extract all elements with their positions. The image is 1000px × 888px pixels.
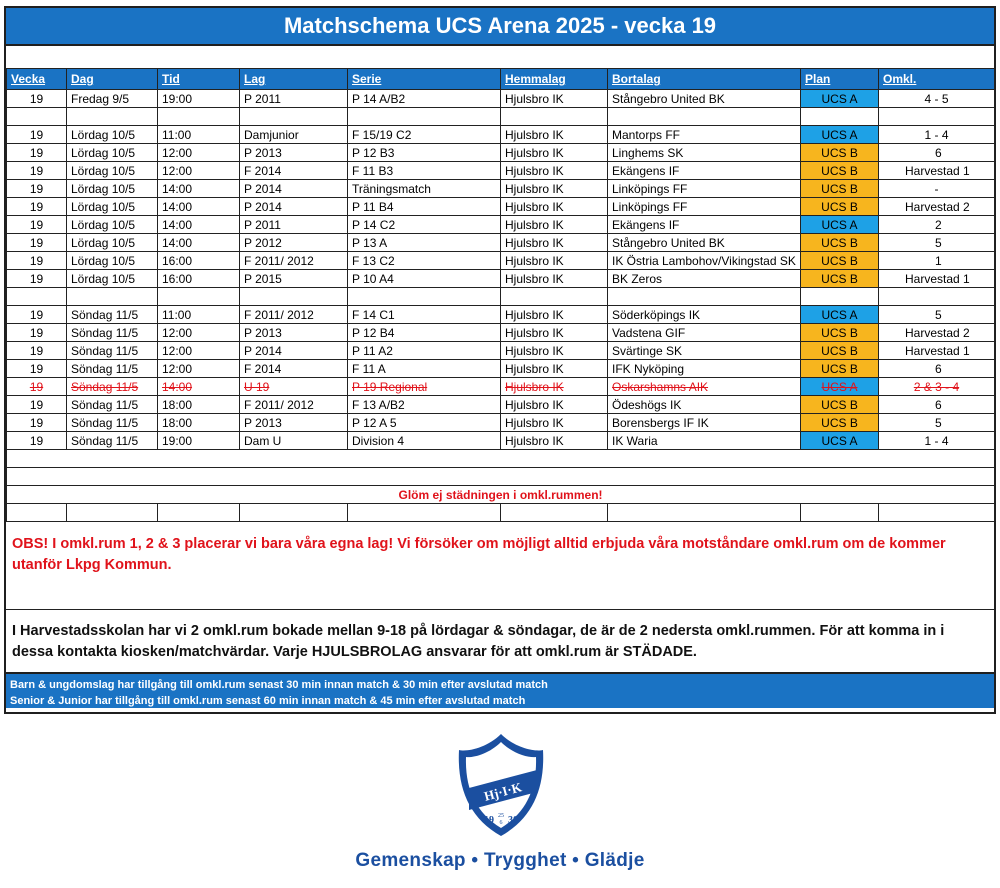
cell-tid: 18:00 xyxy=(158,396,240,414)
cell-hemma: Hjulsbro IK xyxy=(501,180,608,198)
cell-hemma: Hjulsbro IK xyxy=(501,360,608,378)
empty-cell xyxy=(608,108,801,126)
obs-notice: OBS! I omkl.rum 1, 2 & 3 placerar vi bara våra egna lag! Vi försöker om möjligt alltid erbjuda våra motståndare omkl.rum om de kommer utanför Lkpg Kommun. xyxy=(6,522,994,610)
cell-omkl: - xyxy=(879,180,995,198)
cell-borta: Linköpings FF xyxy=(608,198,801,216)
cell-hemma: Hjulsbro IK xyxy=(501,378,608,396)
match-row xyxy=(7,360,995,378)
cell-tid: 19:00 xyxy=(158,432,240,450)
cell-lag: P 2013 xyxy=(240,324,348,342)
empty-cell xyxy=(67,288,158,306)
cell-tid: 12:00 xyxy=(158,162,240,180)
cell-hemma: Hjulsbro IK xyxy=(501,414,608,432)
match-row xyxy=(7,198,995,216)
cell-dag: Lördag 10/5 xyxy=(67,180,158,198)
cell-plan: UCS A xyxy=(801,126,879,144)
cell-dag: Lördag 10/5 xyxy=(67,270,158,288)
cell-borta: Oskarshamns AIK xyxy=(608,378,801,396)
col-header-omkl[interactable]: Omkl. xyxy=(879,69,995,90)
logo-year-a: 19 xyxy=(484,815,494,826)
cleaning-notice: Glöm ej städningen i omkl.rummen! xyxy=(7,486,995,504)
cell-vecka: 19 xyxy=(7,216,67,234)
empty-row xyxy=(7,468,995,486)
cell-serie: P 13 A xyxy=(348,234,501,252)
cell-lag: P 2013 xyxy=(240,144,348,162)
cell-omkl: 6 xyxy=(879,360,995,378)
cell-omkl: 6 xyxy=(879,396,995,414)
cell-serie: P 19 Regional xyxy=(348,378,501,396)
cell-lag: P 2015 xyxy=(240,270,348,288)
match-row xyxy=(7,180,995,198)
cell-vecka: 19 xyxy=(7,396,67,414)
empty-cell xyxy=(501,108,608,126)
cell-plan: UCS B xyxy=(801,198,879,216)
cell-borta: Stångebro United BK xyxy=(608,234,801,252)
cell-omkl: 5 xyxy=(879,306,995,324)
logo-year-b: 30 xyxy=(508,815,518,826)
cell-serie: P 12 B4 xyxy=(348,324,501,342)
cell-lag: F 2014 xyxy=(240,360,348,378)
cell-dag: Lördag 10/5 xyxy=(67,126,158,144)
cell-omkl: 1 - 4 xyxy=(879,432,995,450)
cell-lag: P 2012 xyxy=(240,234,348,252)
empty-row xyxy=(7,108,995,126)
cell-dag: Söndag 11/5 xyxy=(67,360,158,378)
match-row xyxy=(7,126,995,144)
col-header-serie[interactable]: Serie xyxy=(348,69,501,90)
cell-serie: P 12 B3 xyxy=(348,144,501,162)
cell-dag: Söndag 11/5 xyxy=(67,342,158,360)
empty-cell xyxy=(348,288,501,306)
cell-plan: UCS B xyxy=(801,144,879,162)
cell-lag: Damjunior xyxy=(240,126,348,144)
cell-hemma: Hjulsbro IK xyxy=(501,126,608,144)
empty-cell xyxy=(7,288,67,306)
match-row xyxy=(7,252,995,270)
cell-hemma: Hjulsbro IK xyxy=(501,324,608,342)
cell-hemma: Hjulsbro IK xyxy=(501,90,608,108)
cell-vecka: 19 xyxy=(7,198,67,216)
cell-dag: Lördag 10/5 xyxy=(67,252,158,270)
col-header-lag[interactable]: Lag xyxy=(240,69,348,90)
cell-lag: P 2014 xyxy=(240,180,348,198)
cell-vecka: 19 xyxy=(7,360,67,378)
schedule-body xyxy=(7,90,995,450)
cell-tid: 18:00 xyxy=(158,414,240,432)
cell-lag: P 2011 xyxy=(240,90,348,108)
access-rule-youth: Barn & ungdomslag har tillgång till omkl.rum senast 30 min innan match & 30 min efter avslutad match xyxy=(10,679,548,691)
col-header-hemmalag[interactable]: Hemmalag xyxy=(501,69,608,90)
cell-plan: UCS A xyxy=(801,306,879,324)
cell-hemma: Hjulsbro IK xyxy=(501,306,608,324)
cell-hemma: Hjulsbro IK xyxy=(501,198,608,216)
cell-vecka: 19 xyxy=(7,144,67,162)
cell-borta: Vadstena GIF xyxy=(608,324,801,342)
cell-dag: Fredag 9/5 xyxy=(67,90,158,108)
match-row xyxy=(7,306,995,324)
cell-omkl: 5 xyxy=(879,234,995,252)
cell-tid: 14:00 xyxy=(158,180,240,198)
access-rules-footer xyxy=(6,672,994,708)
cell-vecka: 19 xyxy=(7,126,67,144)
cell-serie: F 13 C2 xyxy=(348,252,501,270)
empty-cell xyxy=(7,108,67,126)
cell-omkl: Harvestad 1 xyxy=(879,270,995,288)
cell-lag: P 2011 xyxy=(240,216,348,234)
cell-plan: UCS A xyxy=(801,216,879,234)
cell-serie: F 11 A xyxy=(348,360,501,378)
empty-cell xyxy=(801,108,879,126)
cell-plan: UCS B xyxy=(801,252,879,270)
cell-lag: F 2011/ 2012 xyxy=(240,306,348,324)
empty-cell xyxy=(501,288,608,306)
cell-vecka: 19 xyxy=(7,414,67,432)
cell-serie: Träningsmatch xyxy=(348,180,501,198)
match-row xyxy=(7,234,995,252)
header-row xyxy=(7,69,995,90)
spacer xyxy=(6,46,994,68)
cell-borta: BK Zeros xyxy=(608,270,801,288)
empty-cell xyxy=(608,288,801,306)
cell-omkl: 5 xyxy=(879,414,995,432)
empty-cell xyxy=(348,108,501,126)
empty-cell xyxy=(879,108,995,126)
cell-omkl: Harvestad 1 xyxy=(879,342,995,360)
cell-plan: UCS B xyxy=(801,414,879,432)
cell-borta: Linghems SK xyxy=(608,144,801,162)
cell-serie: P 14 C2 xyxy=(348,216,501,234)
cell-tid: 12:00 xyxy=(158,360,240,378)
cell-vecka: 19 xyxy=(7,234,67,252)
cell-lag: F 2011/ 2012 xyxy=(240,252,348,270)
cell-tid: 14:00 xyxy=(158,378,240,396)
cell-hemma: Hjulsbro IK xyxy=(501,144,608,162)
cell-vecka: 19 xyxy=(7,432,67,450)
empty-cell xyxy=(240,288,348,306)
cell-hemma: Hjulsbro IK xyxy=(501,342,608,360)
cell-plan: UCS B xyxy=(801,324,879,342)
cell-omkl: Harvestad 2 xyxy=(879,198,995,216)
col-header-plan[interactable]: Plan xyxy=(801,69,879,90)
cell-borta: Ekängens IF xyxy=(608,162,801,180)
schedule-table xyxy=(6,68,995,522)
cell-serie: Division 4 xyxy=(348,432,501,450)
cell-omkl: 6 xyxy=(879,144,995,162)
cell-borta: Svärtinge SK xyxy=(608,342,801,360)
cell-omkl: 2 & 3 - 4 xyxy=(879,378,995,396)
col-header-bortalag[interactable]: Bortalag xyxy=(608,69,801,90)
cell-hemma: Hjulsbro IK xyxy=(501,234,608,252)
cell-borta: Borensbergs IF IK xyxy=(608,414,801,432)
cell-serie: P 14 A/B2 xyxy=(348,90,501,108)
logo-date-top: 25 xyxy=(498,813,504,819)
cell-lag: F 2014 xyxy=(240,162,348,180)
cell-hemma: Hjulsbro IK xyxy=(501,396,608,414)
cell-dag: Lördag 10/5 xyxy=(67,234,158,252)
cell-plan: UCS B xyxy=(801,162,879,180)
cell-hemma: Hjulsbro IK xyxy=(501,162,608,180)
cell-dag: Lördag 10/5 xyxy=(67,216,158,234)
cell-vecka: 19 xyxy=(7,90,67,108)
logo-letters: Hj·I·K xyxy=(482,779,524,804)
cell-vecka: 19 xyxy=(7,270,67,288)
cell-borta: Ekängens IF xyxy=(608,216,801,234)
cell-lag: U 19 xyxy=(240,378,348,396)
cell-tid: 12:00 xyxy=(158,144,240,162)
cell-lag: F 2011/ 2012 xyxy=(240,396,348,414)
cell-borta: IK Waria xyxy=(608,432,801,450)
cell-omkl: 2 xyxy=(879,216,995,234)
cell-tid: 14:00 xyxy=(158,234,240,252)
cell-dag: Söndag 11/5 xyxy=(67,414,158,432)
col-header-vecka[interactable]: Vecka xyxy=(7,69,67,90)
cell-hemma: Hjulsbro IK xyxy=(501,270,608,288)
cell-serie: F 11 B3 xyxy=(348,162,501,180)
cell-dag: Söndag 11/5 xyxy=(67,396,158,414)
cell-plan: UCS B xyxy=(801,342,879,360)
cell-dag: Söndag 11/5 xyxy=(67,378,158,396)
cell-serie: F 15/19 C2 xyxy=(348,126,501,144)
cell-hemma: Hjulsbro IK xyxy=(501,216,608,234)
cell-borta: Söderköpings IK xyxy=(608,306,801,324)
match-row xyxy=(7,432,995,450)
cell-tid: 16:00 xyxy=(158,270,240,288)
empty-row xyxy=(7,288,995,306)
match-row xyxy=(7,342,995,360)
cell-dag: Lördag 10/5 xyxy=(67,162,158,180)
cell-omkl: 1 - 4 xyxy=(879,126,995,144)
cell-tid: 11:00 xyxy=(158,306,240,324)
cell-omkl: Harvestad 1 xyxy=(879,162,995,180)
logo-date-bottom: 6 xyxy=(499,820,503,826)
col-header-dag[interactable]: Dag xyxy=(67,69,158,90)
cell-plan: UCS B xyxy=(801,360,879,378)
cell-lag: P 2014 xyxy=(240,342,348,360)
cell-serie: P 10 A4 xyxy=(348,270,501,288)
cell-serie: F 14 C1 xyxy=(348,306,501,324)
match-row xyxy=(7,324,995,342)
cleaning-row xyxy=(7,486,995,504)
empty-cell xyxy=(67,108,158,126)
cell-tid: 12:00 xyxy=(158,324,240,342)
notes-body xyxy=(7,450,995,522)
cell-tid: 16:00 xyxy=(158,252,240,270)
cell-plan: UCS B xyxy=(801,270,879,288)
match-row xyxy=(7,396,995,414)
cell-omkl: 4 - 5 xyxy=(879,90,995,108)
page-title: Matchschema UCS Arena 2025 - vecka 19 xyxy=(6,8,994,46)
match-row xyxy=(7,144,995,162)
cell-dag: Söndag 11/5 xyxy=(67,432,158,450)
cell-plan: UCS A xyxy=(801,378,879,396)
match-row xyxy=(7,270,995,288)
cell-vecka: 19 xyxy=(7,306,67,324)
cell-omkl: 1 xyxy=(879,252,995,270)
col-header-tid[interactable]: Tid xyxy=(158,69,240,90)
cell-lag: P 2014 xyxy=(240,198,348,216)
cell-plan: UCS A xyxy=(801,90,879,108)
cell-vecka: 19 xyxy=(7,378,67,396)
cell-borta: Stångebro United BK xyxy=(608,90,801,108)
cell-borta: Ödeshögs IK xyxy=(608,396,801,414)
club-logo xyxy=(455,730,547,840)
cell-tid: 11:00 xyxy=(158,126,240,144)
cell-serie: P 12 A 5 xyxy=(348,414,501,432)
harvestad-notice: I Harvestadsskolan har vi 2 omkl.rum bokade mellan 9-18 på lördagar & söndagar, de är de 2 nedersta omkl.rummen. För att komma in i dessa kontakta kiosken/matchvärdar. Varje HJULSBROLAG ansvarar för att omkl.rum är STÄDADE. xyxy=(12,623,945,660)
empty-cell xyxy=(801,288,879,306)
cell-vecka: 19 xyxy=(7,324,67,342)
cell-vecka: 19 xyxy=(7,162,67,180)
cell-dag: Lördag 10/5 xyxy=(67,144,158,162)
empty-row xyxy=(7,504,995,522)
cell-plan: UCS B xyxy=(801,396,879,414)
cell-tid: 14:00 xyxy=(158,198,240,216)
cell-lag: Dam U xyxy=(240,432,348,450)
match-row xyxy=(7,216,995,234)
cell-tid: 12:00 xyxy=(158,342,240,360)
cell-vecka: 19 xyxy=(7,342,67,360)
cell-borta: Mantorps FF xyxy=(608,126,801,144)
cell-vecka: 19 xyxy=(7,252,67,270)
cell-plan: UCS B xyxy=(801,234,879,252)
match-row xyxy=(7,162,995,180)
match-row xyxy=(7,90,995,108)
cell-dag: Söndag 11/5 xyxy=(67,306,158,324)
cell-lag: P 2013 xyxy=(240,414,348,432)
cell-plan: UCS A xyxy=(801,432,879,450)
cell-borta: Linköpings FF xyxy=(608,180,801,198)
cell-vecka: 19 xyxy=(7,180,67,198)
cell-serie: P 11 B4 xyxy=(348,198,501,216)
empty-cell xyxy=(240,108,348,126)
empty-cell xyxy=(879,288,995,306)
empty-cell xyxy=(158,288,240,306)
cell-serie: P 11 A2 xyxy=(348,342,501,360)
schedule-sheet xyxy=(4,6,996,714)
slogan: Gemenskap • Trygghet • Glädje xyxy=(355,850,645,871)
match-row xyxy=(7,414,995,432)
cell-plan: UCS B xyxy=(801,180,879,198)
cell-hemma: Hjulsbro IK xyxy=(501,252,608,270)
empty-cell xyxy=(158,108,240,126)
cancelled-match-row xyxy=(7,378,995,396)
empty-row xyxy=(7,450,995,468)
cell-hemma: Hjulsbro IK xyxy=(501,432,608,450)
cell-dag: Lördag 10/5 xyxy=(67,198,158,216)
cell-omkl: Harvestad 2 xyxy=(879,324,995,342)
cell-borta: IK Östria Lambohov/Vikingstad SK xyxy=(608,252,801,270)
cell-tid: 19:00 xyxy=(158,90,240,108)
cell-serie: F 13 A/B2 xyxy=(348,396,501,414)
cell-dag: Söndag 11/5 xyxy=(67,324,158,342)
cell-borta: IFK Nyköping xyxy=(608,360,801,378)
access-rule-senior: Senior & Junior har tillgång till omkl.rum senast 60 min innan match & 45 min efter avslutad match xyxy=(10,695,526,707)
cell-tid: 14:00 xyxy=(158,216,240,234)
